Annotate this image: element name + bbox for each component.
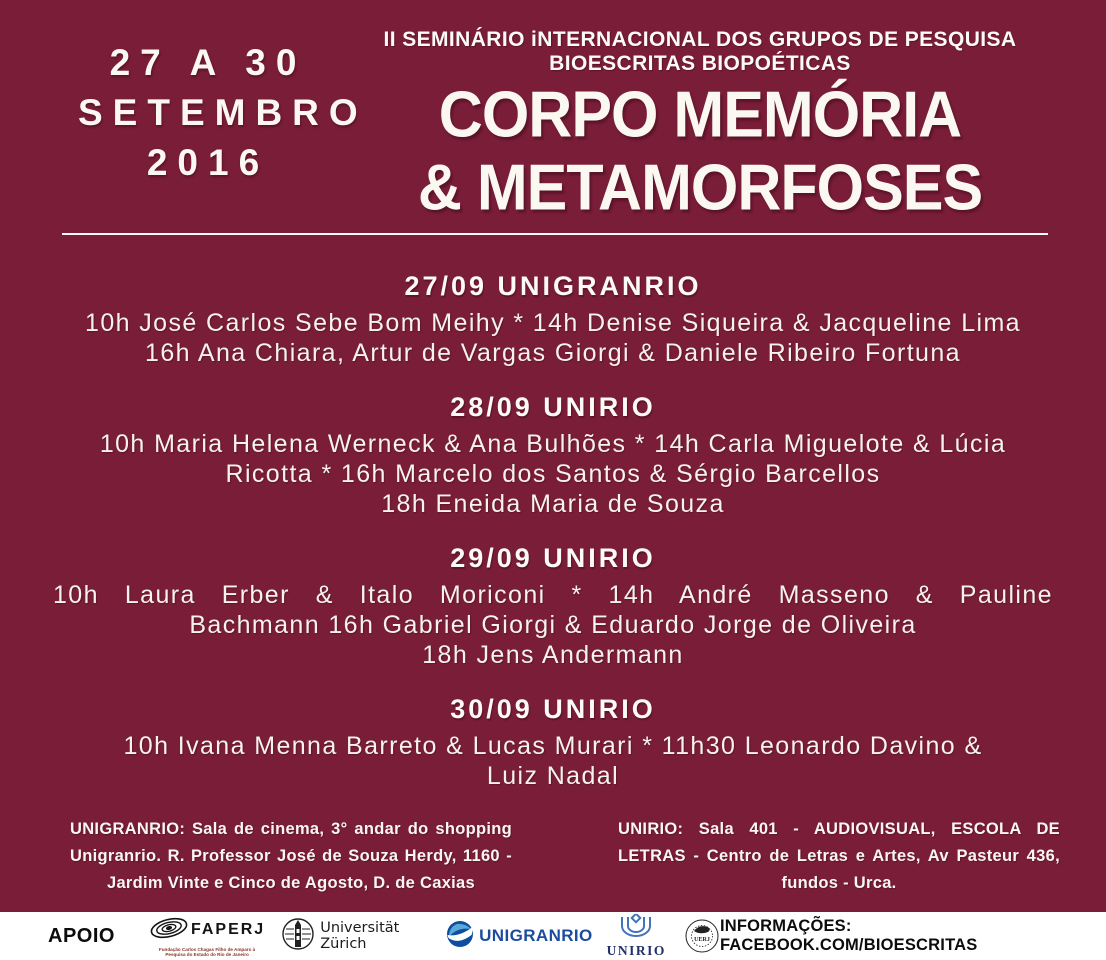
- schedule-line: Bachmann 16h Gabriel Giorgi & Eduardo Jorge de Oliveira: [189, 611, 917, 639]
- schedule-day-heading: 29/09 UNIRIO: [450, 543, 656, 573]
- info-facebook-label: INFORMAÇÕES: FACEBOOK.COM/BIOESCRITAS: [719, 917, 978, 954]
- unirio-logo: [607, 914, 666, 959]
- schedule-line: 10h Laura Erber & Italo Moriconi * 14h André Masseno & Pauline: [53, 581, 1053, 609]
- seminar-subtitle-line2: BIOESCRITAS BIOPOÉTICAS: [549, 52, 851, 75]
- uzh-label: Universität Zürich: [320, 920, 400, 952]
- faperj-galaxy-icon: [149, 915, 189, 946]
- venue-unigranrio-address: UNIGRANRIO: Sala de cinema, 3° andar do shopping Unigranrio. R. Professor José de Souza Herdy, 1160 - Jardim Vinte e Cinco de Agosto, D. de Caxias: [70, 820, 512, 892]
- schedule-day-heading: 27/09 UNIGRANRIO: [404, 271, 702, 301]
- schedule-day-28-09: [53, 391, 1053, 519]
- schedule-line: Luiz Nadal: [486, 762, 620, 790]
- date-range: 27 A 30: [109, 42, 307, 83]
- uzh-logo: [281, 917, 427, 956]
- schedule-day-30-09: [53, 693, 1053, 791]
- unigranrio-globe-icon: [445, 919, 475, 954]
- schedule-line: 10h Ivana Menna Barreto & Lucas Murari * 11h30 Leonardo Davino &: [123, 732, 983, 760]
- schedule-line: Ricotta * 16h Marcelo dos Santos & Sérgio Barcellos: [225, 460, 881, 488]
- event-dates: [78, 38, 368, 188]
- schedule-line: 18h Jens Andermann: [422, 641, 684, 669]
- schedule-day-29-09: [53, 542, 1053, 670]
- date-month: SETEMBRO: [78, 92, 368, 133]
- seminar-subtitle: [350, 28, 1050, 76]
- faperj-label: FAPERJ: [190, 921, 266, 939]
- faperj-caption: Fundação Carlos Chagas Filho de Amparo à Pesquisa do Estado do Rio de Janeiro: [158, 946, 256, 957]
- schedule-day-heading: 30/09 UNIRIO: [450, 694, 656, 724]
- unigranrio-label: UNIGRANRIO: [479, 926, 593, 945]
- schedule-line: 10h José Carlos Sebe Bom Meihy * 14h Denise Siqueira & Jacqueline Lima: [85, 309, 1021, 337]
- divider-line: [62, 233, 1048, 235]
- poster-title: [340, 78, 1060, 224]
- unigranrio-logo: [445, 919, 593, 954]
- venue-unirio-address: UNIRIO: Sala 401 - AUDIOVISUAL, ESCOLA DE LETRAS - Centro de Letras e Artes, Av Pasteur 436, fundos - Urca.: [618, 820, 1060, 892]
- sponsors-footer: [0, 912, 1106, 960]
- apoio-label: APOIO: [48, 924, 115, 947]
- uzh-tower-icon: [281, 917, 315, 956]
- schedule-day-27-09: [53, 270, 1053, 368]
- schedule-line: 10h Maria Helena Werneck & Ana Bulhões * 14h Carla Miguelote & Lúcia: [99, 430, 1007, 458]
- unirio-u-icon: [614, 914, 658, 945]
- schedule-line: 16h Ana Chiara, Artur de Vargas Giorgi & Daniele Ribeiro Fortuna: [145, 339, 961, 367]
- date-year: 2016: [146, 142, 270, 183]
- schedule-day-heading: 28/09 UNIRIO: [450, 392, 656, 422]
- uerj-seal: [684, 918, 720, 954]
- poster-title-line2: & METAMORFOSES: [417, 151, 983, 224]
- uerj-label: UERJ: [694, 937, 710, 943]
- schedule: [53, 270, 1053, 814]
- seminar-subtitle-line1: II SEMINÁRIO iNTERNACIONAL DOS GRUPOS DE PESQUISA: [383, 28, 1017, 51]
- schedule-line: 18h Eneida Maria de Souza: [381, 490, 725, 518]
- faperj-logo: [149, 915, 265, 957]
- poster-title-line1: CORPO MEMÓRIA: [438, 78, 962, 151]
- unirio-label: UNIRIO: [606, 942, 666, 958]
